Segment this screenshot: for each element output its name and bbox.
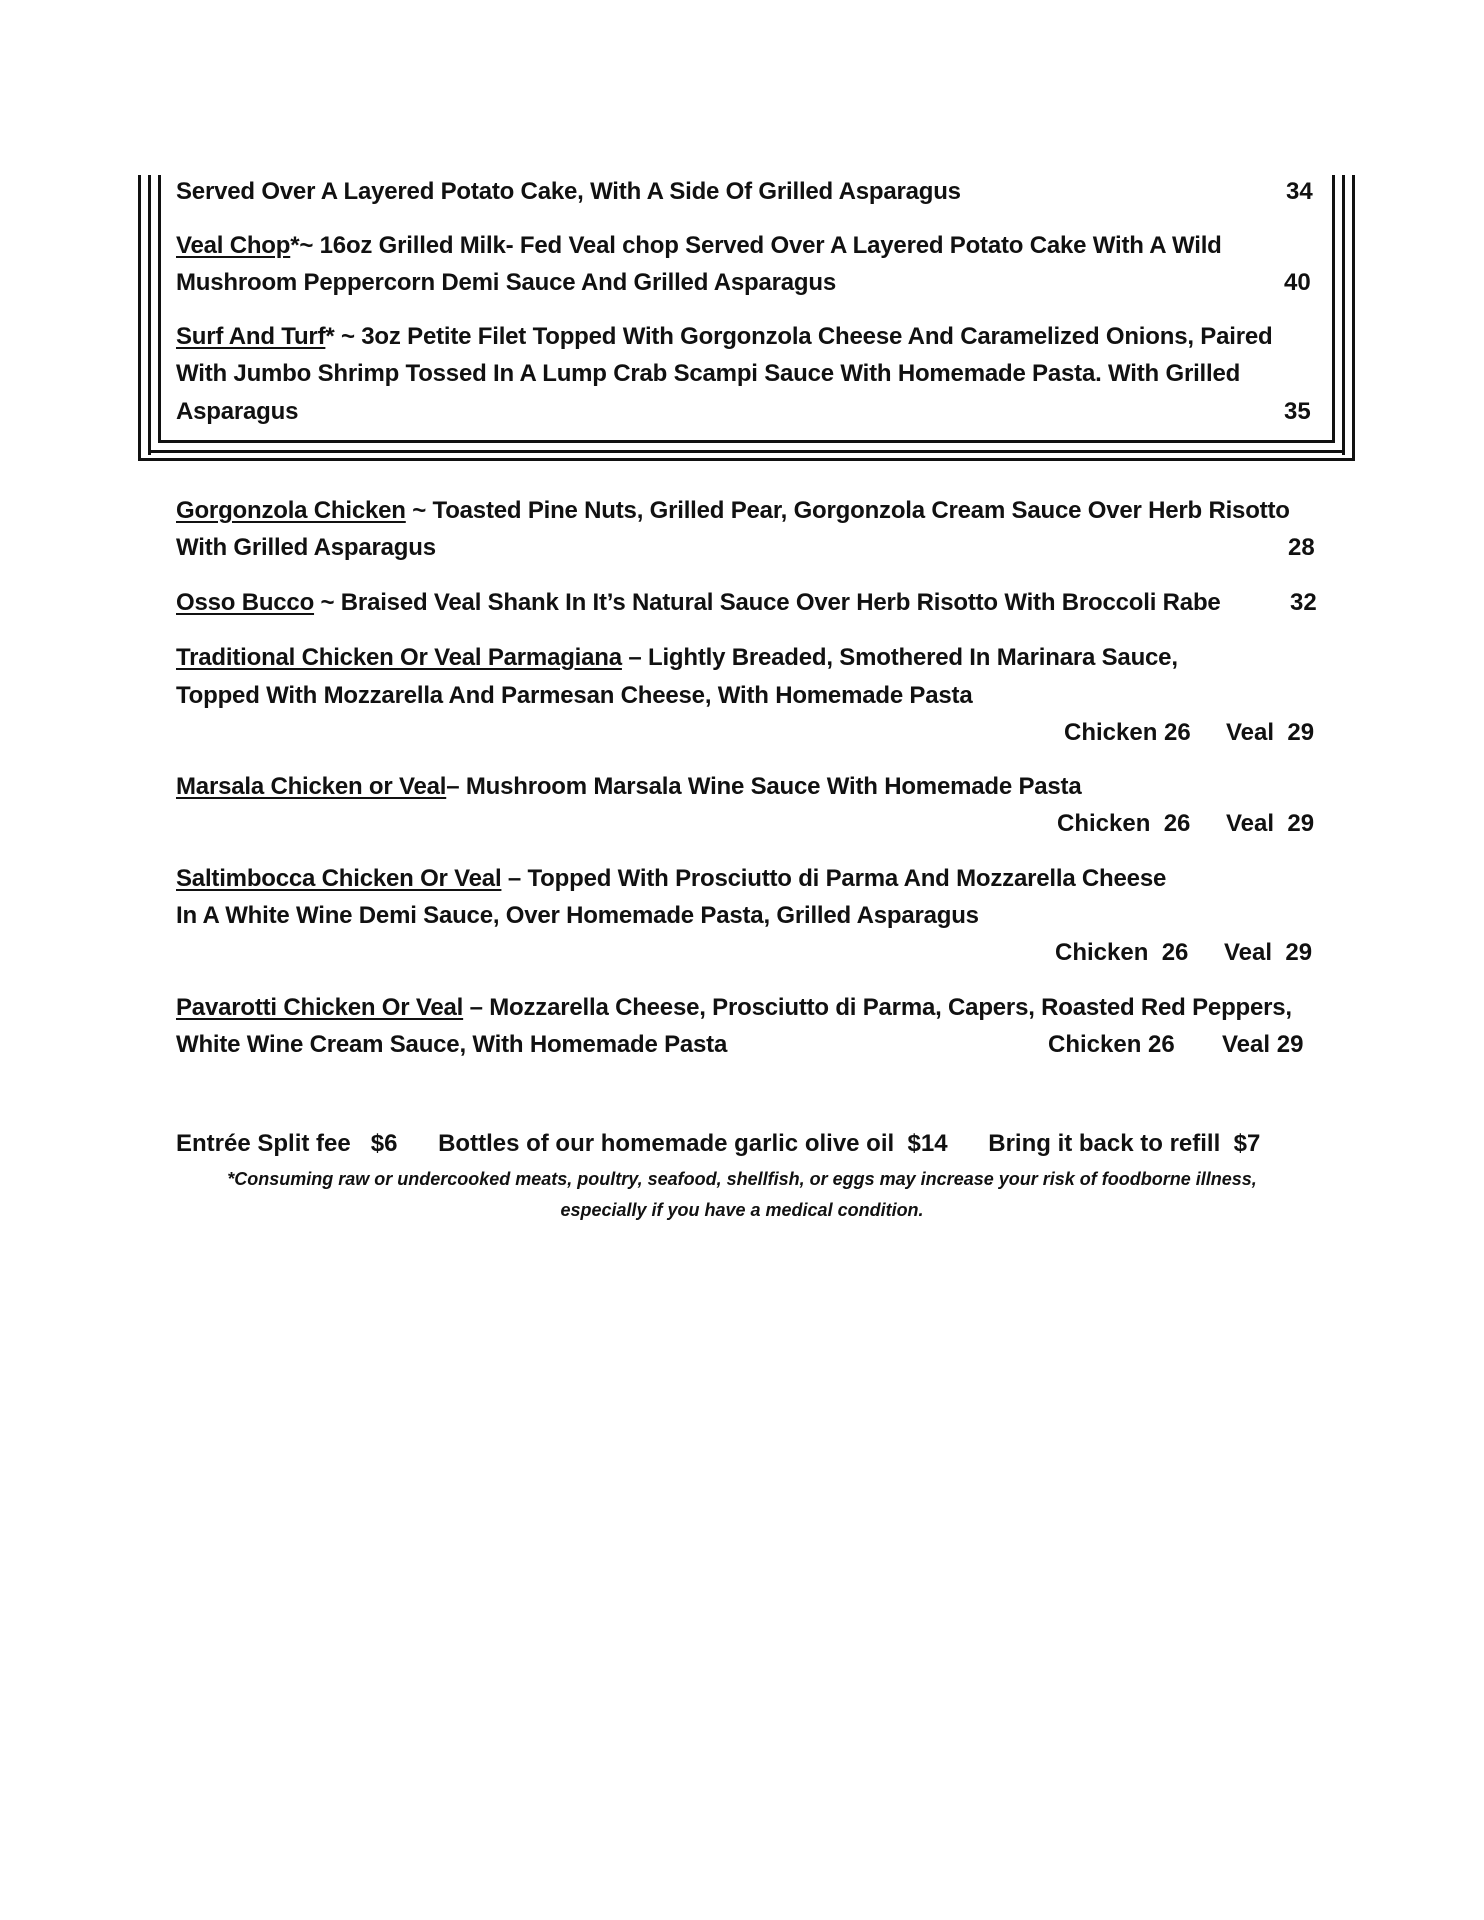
frame-border-left-inner <box>158 175 161 443</box>
saltimbocca-name: Saltimbocca Chicken Or Veal <box>176 865 502 892</box>
frame-border-bottom-inner <box>158 440 1335 443</box>
pavarotti-line1 <box>176 993 1292 1023</box>
disclaimer-line1: *Consuming raw or undercooked meats, poultry, seafood, shellfish, or eggs may increase your risk of foodborne illness, <box>227 1169 1257 1189</box>
disclaimer-line2: especially if you have a medical condition. <box>560 1200 924 1220</box>
frame-border-bottom-outer <box>138 458 1355 461</box>
parmagiana-veal-price: Veal 29 <box>1226 719 1315 746</box>
saltimbocca-line1 <box>176 864 1166 894</box>
surf-turf-name: Surf And Turf <box>176 323 326 350</box>
osso-desc: ~ Braised Veal Shank In It’s Natural Sauce Over Herb Risotto With Broccoli Rabe <box>314 589 1221 616</box>
marsala-name: Marsala Chicken or Veal <box>176 773 447 800</box>
marsala-desc: – Mushroom Marsala Wine Sauce With Homemade Pasta <box>446 773 1082 800</box>
marsala-chicken-price: Chicken 26 <box>1057 810 1191 837</box>
pavarotti-name: Pavarotti Chicken Or Veal <box>176 994 464 1021</box>
split-fee: Entrée Split fee $6 <box>176 1130 398 1157</box>
veal-chop-desc: *~ 16oz Grilled Milk- Fed Veal chop Served Over A Layered Potato Cake With A Wild <box>290 232 1222 259</box>
marsala-line1 <box>176 772 1082 802</box>
boxed-item1-price: 34 <box>1286 178 1313 205</box>
osso-line1 <box>176 588 1221 618</box>
olive-oil-price: Bottles of our homemade garlic olive oil $14 <box>438 1130 948 1157</box>
frame-border-right-mid <box>1342 175 1345 455</box>
parmagiana-name: Traditional Chicken Or Veal Parmagiana <box>176 644 622 671</box>
saltimbocca-chicken-price: Chicken 26 <box>1055 939 1189 966</box>
boxed-item2-line2: Mushroom Peppercorn Demi Sauce And Grilled Asparagus <box>176 269 836 296</box>
boxed-item2-price: 40 <box>1284 269 1311 296</box>
gorgonzola-line1 <box>176 496 1290 526</box>
frame-border-left-outer <box>138 175 141 461</box>
frame-border-left-mid <box>148 175 151 455</box>
boxed-item3-line2: With Jumbo Shrimp Tossed In A Lump Crab Scampi Sauce With Homemade Pasta. With Grilled <box>176 360 1241 387</box>
boxed-item1-line1: Served Over A Layered Potato Cake, With A Side Of Grilled Asparagus <box>176 178 961 205</box>
boxed-item3-line3: Asparagus <box>176 398 299 425</box>
frame-border-bottom-mid <box>148 450 1345 453</box>
gorgonzola-desc: ~ Toasted Pine Nuts, Grilled Pear, Gorgonzola Cream Sauce Over Herb Risotto <box>405 497 1290 524</box>
gorgonzola-price: 28 <box>1288 534 1315 561</box>
surf-turf-desc: * ~ 3oz Petite Filet Topped With Gorgonzola Cheese And Caramelized Onions, Paired <box>325 323 1273 350</box>
veal-chop-name: Veal Chop <box>176 232 291 259</box>
frame-border-right-outer <box>1352 175 1355 461</box>
marsala-veal-price: Veal 29 <box>1226 810 1315 837</box>
parmagiana-chicken-price: Chicken 26 <box>1064 719 1191 746</box>
boxed-item2-line1 <box>176 231 1222 261</box>
parmagiana-desc: – Lightly Breaded, Smothered In Marinara Sauce, <box>621 644 1178 671</box>
pavarotti-line2: White Wine Cream Sauce, With Homemade Pasta <box>176 1031 728 1058</box>
refill-price: Bring it back to refill $7 <box>988 1130 1261 1157</box>
pavarotti-chicken-price: Chicken 26 <box>1048 1031 1175 1058</box>
parmagiana-line1 <box>176 643 1178 673</box>
saltimbocca-line2: In A White Wine Demi Sauce, Over Homemade Pasta, Grilled Asparagus <box>176 902 979 929</box>
parmagiana-line2: Topped With Mozzarella And Parmesan Cheese, With Homemade Pasta <box>176 682 973 709</box>
saltimbocca-desc: – Topped With Prosciutto di Parma And Mozzarella Cheese <box>501 865 1167 892</box>
osso-price: 32 <box>1290 589 1317 616</box>
footer-fees-line <box>176 1129 1260 1159</box>
pavarotti-desc: – Mozzarella Cheese, Prosciutto di Parma, Capers, Roasted Red Peppers, <box>463 994 1292 1021</box>
osso-name: Osso Bucco <box>176 589 315 616</box>
boxed-item3-price: 35 <box>1284 398 1311 425</box>
saltimbocca-veal-price: Veal 29 <box>1224 939 1313 966</box>
frame-border-right-inner <box>1332 175 1335 443</box>
pavarotti-veal-price: Veal 29 <box>1222 1031 1304 1058</box>
gorgonzola-line2: With Grilled Asparagus <box>176 534 436 561</box>
boxed-item3-line1 <box>176 322 1272 352</box>
gorgonzola-name: Gorgonzola Chicken <box>176 497 406 524</box>
